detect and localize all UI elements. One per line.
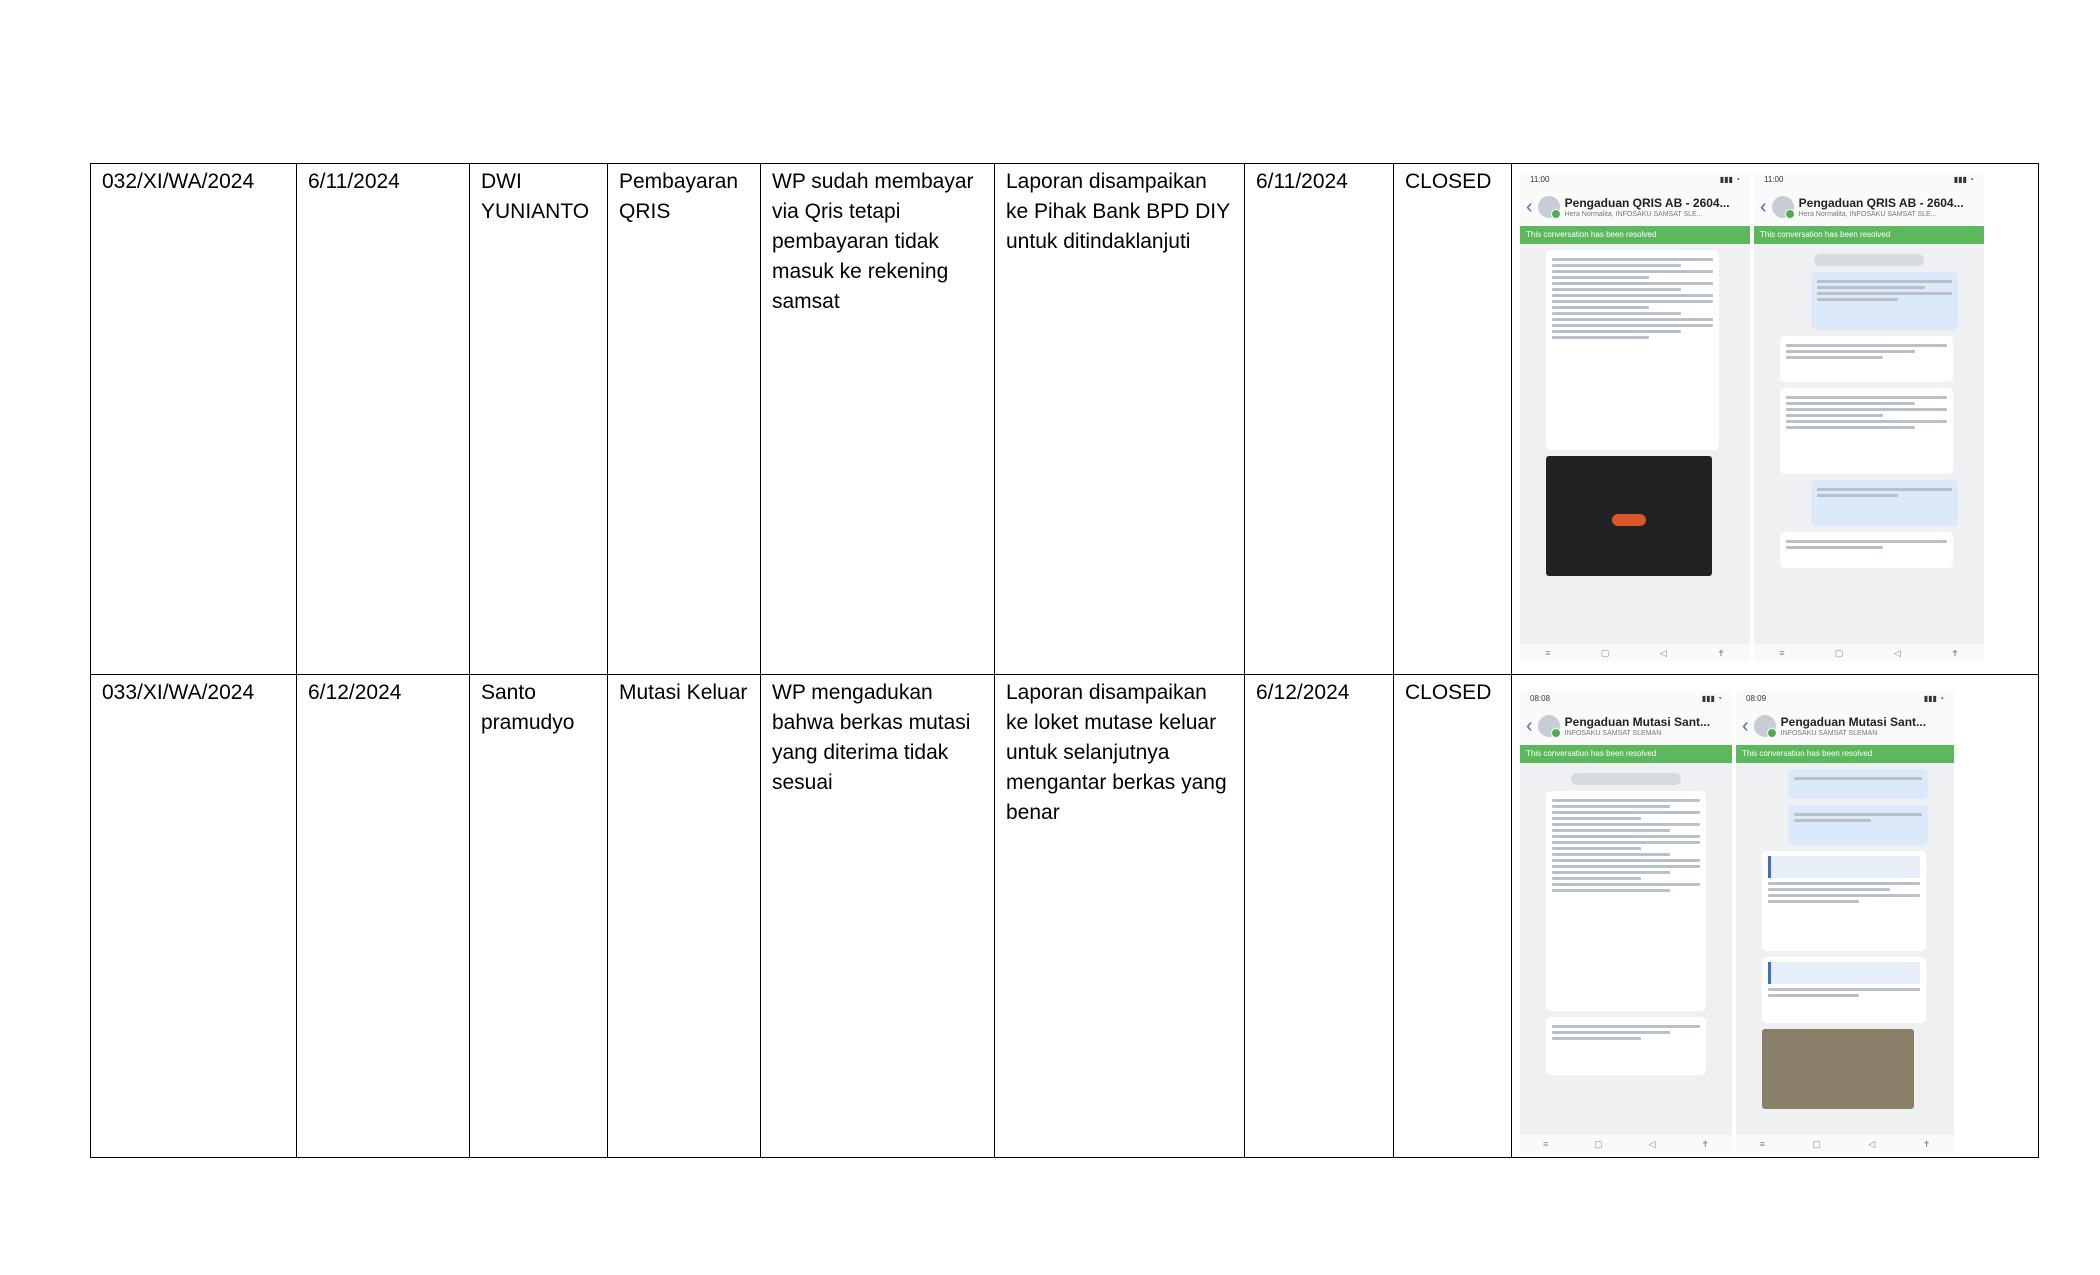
signal-icon: ▮▮▮ ◔ [1953,175,1974,184]
avatar [1772,196,1794,218]
date-cell: 6/11/2024 [297,164,470,675]
avatar [1538,196,1560,218]
category-cell: Mutasi Keluar [608,675,761,1158]
chat-screenshot: 11:00 ▮▮▮ ◔ ‹ Pengaduan QRIS AB - 2604... Hera Normalita, INFOSAKU SAMSAT SLE... This conversation has been resolved ≡ ▢ ◁ ✝ [1520,172,1750,662]
ticket-number-cell: 033/XI/WA/2024 [91,675,297,1158]
complaint-cell: WP mengadukan bahwa berkas mutasi yang diterima tidak sesuai [761,675,995,1158]
receipt-image [1546,456,1712,576]
chat-screenshot: 11:00 ▮▮▮ ◔ ‹ Pengaduan QRIS AB - 2604... Hera Normalita, INFOSAKU SAMSAT SLE... This conversation has been resolved ≡ ▢ ◁ ✝ [1754,172,1984,662]
resolved-date-cell: 6/11/2024 [1245,164,1394,675]
date-cell: 6/12/2024 [297,675,470,1158]
avatar [1754,715,1776,737]
category-cell: Pembayaran QRIS [608,164,761,675]
resolved-date-cell: 6/12/2024 [1245,675,1394,1158]
status-cell: CLOSED [1394,164,1512,675]
nav-bar: ≡ ▢ ◁ ✝ [1754,644,1984,662]
ticket-number-cell: 032/XI/WA/2024 [91,164,297,675]
complaint-table [90,163,2039,1158]
table-row [91,675,2039,1158]
document-photo [1762,1029,1914,1109]
nav-bar: ≡ ▢ ◁ ✝ [1520,1135,1732,1153]
nav-bar: ≡ ▢ ◁ ✝ [1736,1135,1954,1153]
name-cell: Santo pramudyo [470,675,608,1158]
signal-icon: ▮▮▮ ◔ [1923,694,1944,703]
followup-cell: Laporan disampaikan ke loket mutase keluar untuk selanjutnya mengantar berkas yang benar [995,675,1245,1158]
evidence-cell [1512,675,2039,1158]
complaint-cell: WP sudah membayar via Qris tetapi pembayaran tidak masuk ke rekening samsat [761,164,995,675]
back-arrow-icon: ‹ [1526,196,1533,218]
signal-icon: ▮▮▮ ◔ [1719,175,1740,184]
chat-screenshot: 08:09 ▮▮▮ ◔ ‹ Pengaduan Mutasi Sant... INFOSAKU SAMSAT SLEMAN This conversation has been resolved ≡ ▢ ◁ ✝ [1736,691,1954,1153]
chat-screenshot: 08:08 ▮▮▮ ◔ ‹ Pengaduan Mutasi Sant... INFOSAKU SAMSAT SLEMAN This conversation has been resolved ≡ ▢ ◁ ✝ [1520,691,1732,1153]
signal-icon: ▮▮▮ ◔ [1701,694,1722,703]
followup-cell: Laporan disampaikan ke Pihak Bank BPD DIY untuk ditindaklanjuti [995,164,1245,675]
nav-bar: ≡ ▢ ◁ ✝ [1520,644,1750,662]
back-arrow-icon: ‹ [1760,196,1767,218]
table-row [91,164,2039,675]
back-arrow-icon: ‹ [1742,715,1749,737]
back-arrow-icon: ‹ [1526,715,1533,737]
evidence-cell [1512,164,2039,675]
avatar [1538,715,1560,737]
name-cell: DWI YUNIANTO [470,164,608,675]
status-cell: CLOSED [1394,675,1512,1158]
